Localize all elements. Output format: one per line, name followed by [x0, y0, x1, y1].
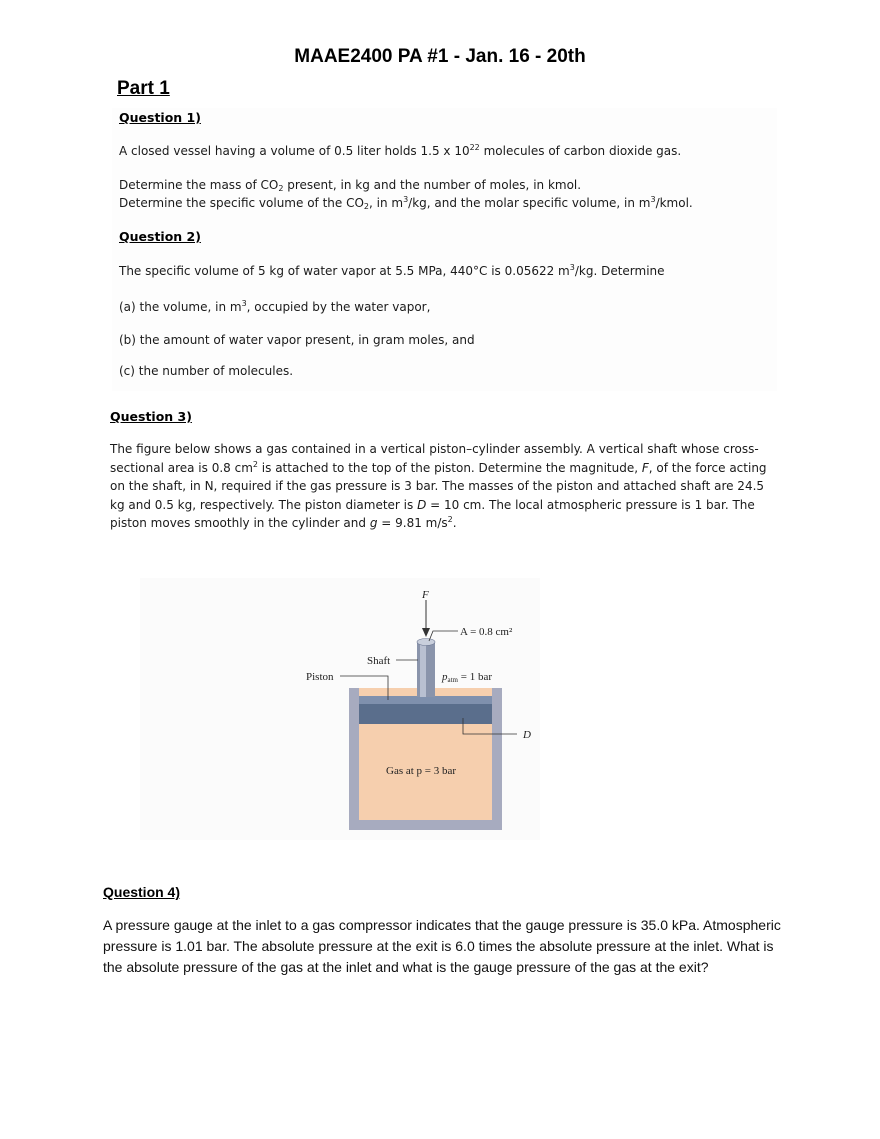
question-3-text: The figure below shows a gas contained in a vertical piston–cylinder assembly. A vertical shaft whose cross-sectional area is 0.8 $cm^2$ is attached to the top of the piston. Determine the magnitude, F, of the force acting on the shaft, in N, required if the gas pressure is 3 bar. The masses of the piston and attached shaft are 24.5 kg and 0.5 kg, respectively. The piston diameter is D = 10 cm. The local atmospheric pressure is 1 bar. The piston moves smoothly in the cylinder and g = 9.81 $m/s^2$. — [110, 442, 767, 531]
question-2-part-a: (a) the volume, in $m^3$, occupied by the water vapor, — [119, 299, 431, 314]
question-3-heading: Question 3) — [110, 409, 192, 424]
question-2-part-c: (c) the number of molecules. — [119, 364, 294, 378]
question-1-line-1: A closed vessel having a volume of 0.5 liter holds 1.5 x $10^{22}$ molecules of carbon dioxide gas. — [119, 143, 682, 158]
page-title: MAAE2400 PA #1 - Jan. 16 - 20th — [294, 46, 586, 67]
piston-label: Piston — [306, 671, 334, 683]
question-2-intro: The specific volume of 5 kg of water vapor at 5.5 MPa, 440°C is 0.05622 $m^3/kg$. Determine — [119, 263, 665, 278]
force-label: F — [422, 589, 429, 601]
question-2-heading: Question 2) — [119, 229, 201, 244]
area-label: A = 0.8 cm² — [460, 626, 513, 638]
part-heading: Part 1 — [117, 78, 170, 99]
diameter-label: D — [523, 729, 531, 741]
question-1-line-3: Determine the specific volume of the $CO_2$, in $m^3/kg$, and the molar specific volume, in $m^3$/kmol. — [119, 195, 693, 211]
question-1-heading: Question 1) — [119, 110, 201, 125]
question-4-text: A pressure gauge at the inlet to a gas compressor indicates that the gauge pressure is 35.0 kPa. Atmospheric pressure is 1.01 bar. The absolute pressure at the exit is 6.0 times the absolute pressure at the inlet. What is the absolute pressure of the gas at the inlet and what is the gauge pressure of the gas at the exit? — [103, 917, 781, 975]
piston-cylinder-figure — [140, 578, 540, 840]
question-1-line-2: Determine the mass of $CO_2$ present, in kg and the number of moles, in kmol. — [119, 178, 582, 193]
shaft-top — [417, 639, 435, 646]
patm-label: patm = 1 bar — [442, 671, 492, 684]
piston-highlight — [359, 696, 492, 704]
gas-label: Gas at p = 3 bar — [386, 765, 457, 777]
shaft-label: Shaft — [367, 655, 391, 667]
shaft-highlight — [420, 642, 426, 697]
question-2-part-b: (b) the amount of water vapor present, in gram moles, and — [119, 333, 475, 347]
question-4-heading: Question 4) — [103, 884, 181, 900]
